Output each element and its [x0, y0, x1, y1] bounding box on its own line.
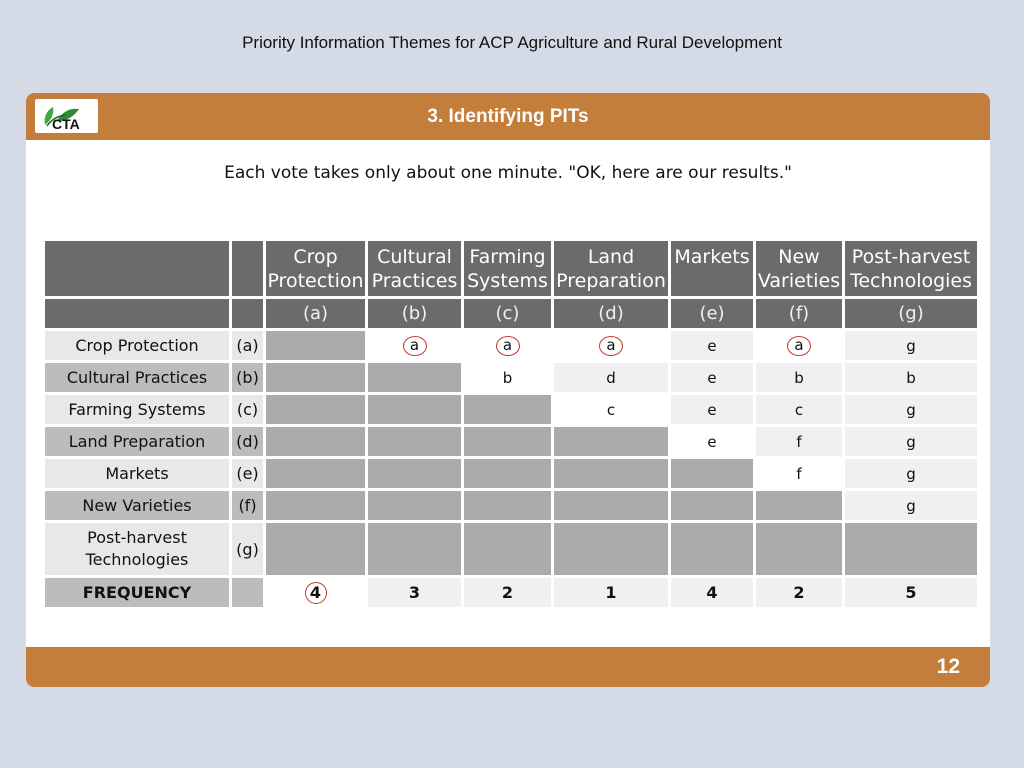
table-cell — [368, 427, 461, 456]
table-cell — [756, 491, 842, 520]
table-cell — [554, 427, 668, 456]
table-row — [45, 427, 977, 456]
column-letter: (c) — [464, 299, 551, 328]
row-letter: (c) — [232, 395, 263, 424]
table-cell: g — [845, 427, 977, 456]
row-label: Post-harvest Technologies — [45, 523, 229, 575]
footer-bar — [26, 647, 990, 687]
table-cell — [368, 395, 461, 424]
row-label: Cultural Practices — [45, 363, 229, 392]
table-cell: f — [756, 427, 842, 456]
table-cell: f — [756, 459, 842, 488]
table-cell — [266, 395, 365, 424]
frequency-value: 4 — [671, 578, 753, 607]
content-panel — [26, 93, 990, 687]
column-header: Farming Systems — [464, 241, 551, 296]
table-cell — [464, 427, 551, 456]
row-letter: (f) — [232, 491, 263, 520]
table-row — [45, 331, 977, 360]
pit-table — [42, 238, 980, 610]
column-header: Post-harvest Technologies — [845, 241, 977, 296]
circled-vote: a — [496, 336, 520, 356]
column-header: Markets — [671, 241, 753, 296]
table-cell — [554, 459, 668, 488]
frequency-blank — [232, 578, 263, 607]
column-letter: (a) — [266, 299, 365, 328]
table-cell: c — [554, 395, 668, 424]
table-cell: e — [671, 395, 753, 424]
circled-vote: a — [787, 336, 811, 356]
table-cell — [368, 459, 461, 488]
row-label: Farming Systems — [45, 395, 229, 424]
table-cell — [464, 459, 551, 488]
header-blank — [232, 299, 263, 328]
header-blank — [232, 241, 263, 296]
table-cell — [266, 363, 365, 392]
table-row — [45, 395, 977, 424]
column-header: New Varieties — [756, 241, 842, 296]
table-cell — [368, 363, 461, 392]
column-letter: (b) — [368, 299, 461, 328]
table-cell — [266, 459, 365, 488]
row-letter: (g) — [232, 523, 263, 575]
section-title: 3. Identifying PITs — [427, 106, 589, 127]
table-cell — [368, 331, 461, 360]
row-letter: (d) — [232, 427, 263, 456]
column-header: Crop Protection — [266, 241, 365, 296]
circled-frequency: 4 — [305, 582, 327, 604]
table-row — [45, 523, 977, 575]
row-label: Markets — [45, 459, 229, 488]
table-cell: b — [464, 363, 551, 392]
table-cell — [554, 523, 668, 575]
table-cell — [266, 331, 365, 360]
table-cell — [266, 427, 365, 456]
table-cell — [368, 491, 461, 520]
table-cell — [554, 491, 668, 520]
table-cell — [266, 523, 365, 575]
table-cell — [554, 331, 668, 360]
frequency-value: 2 — [464, 578, 551, 607]
table-cell — [464, 491, 551, 520]
frequency-row — [45, 578, 977, 607]
table-cell — [464, 395, 551, 424]
column-letter: (d) — [554, 299, 668, 328]
table-cell: b — [756, 363, 842, 392]
table-cell: c — [756, 395, 842, 424]
table-cell: d — [554, 363, 668, 392]
table-cell: g — [845, 491, 977, 520]
table-cell — [756, 523, 842, 575]
frequency-value: 1 — [554, 578, 668, 607]
column-letter: (f) — [756, 299, 842, 328]
table-cell: g — [845, 459, 977, 488]
frequency-value: 5 — [845, 578, 977, 607]
column-letter: (g) — [845, 299, 977, 328]
table-cell — [464, 331, 551, 360]
table-row — [45, 459, 977, 488]
page-number: 12 — [936, 655, 960, 678]
table-cell — [671, 491, 753, 520]
row-label: Land Preparation — [45, 427, 229, 456]
letter-row — [45, 299, 977, 328]
header-bar — [26, 93, 990, 140]
table-cell — [671, 523, 753, 575]
frequency-value — [266, 578, 365, 607]
table-cell: g — [845, 331, 977, 360]
row-letter: (b) — [232, 363, 263, 392]
frequency-value: 3 — [368, 578, 461, 607]
row-letter: (e) — [232, 459, 263, 488]
table-cell: e — [671, 363, 753, 392]
row-label: Crop Protection — [45, 331, 229, 360]
table-cell — [266, 491, 365, 520]
column-header: Land Preparation — [554, 241, 668, 296]
frequency-label: FREQUENCY — [45, 578, 229, 607]
row-letter: (a) — [232, 331, 263, 360]
row-label: New Varieties — [45, 491, 229, 520]
circled-vote: a — [403, 336, 427, 356]
table-cell — [464, 523, 551, 575]
header-blank — [45, 299, 229, 328]
circled-vote: a — [599, 336, 623, 356]
slide-title: Priority Information Themes for ACP Agriculture and Rural Development — [242, 33, 782, 52]
table-cell: e — [671, 427, 753, 456]
header-row — [45, 241, 977, 296]
table-row — [45, 491, 977, 520]
header-blank — [45, 241, 229, 296]
subtitle: Each vote takes only about one minute. "OK, here are our results." — [224, 163, 792, 183]
table-cell — [671, 459, 753, 488]
logo-text: CTA — [52, 116, 80, 132]
table-cell: g — [845, 395, 977, 424]
table-cell — [368, 523, 461, 575]
column-header: Cultural Practices — [368, 241, 461, 296]
table-cell: e — [671, 331, 753, 360]
table-row — [45, 363, 977, 392]
table-cell — [756, 331, 842, 360]
table-cell: b — [845, 363, 977, 392]
table-cell — [845, 523, 977, 575]
frequency-value: 2 — [756, 578, 842, 607]
column-letter: (e) — [671, 299, 753, 328]
